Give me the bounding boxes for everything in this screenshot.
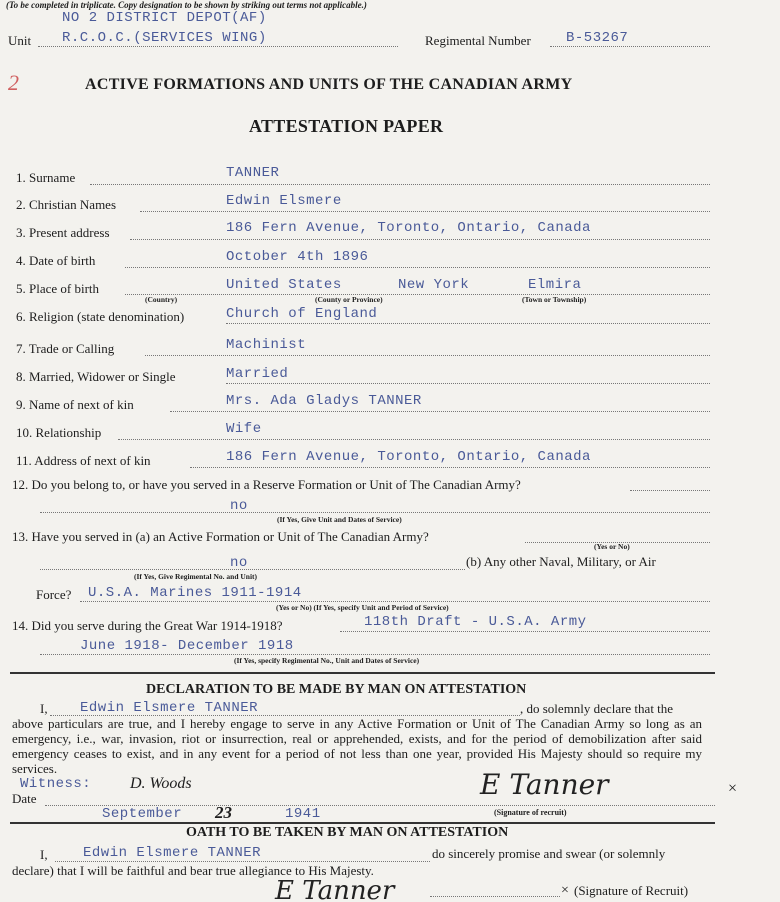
section-rule [10, 822, 715, 824]
province-caption: (County or Province) [315, 295, 383, 304]
surname-value: TANNER [226, 165, 280, 181]
recruit-signature: E Tanner [480, 768, 609, 801]
dotted-line [90, 184, 710, 185]
date-label: Date [12, 791, 37, 806]
declaration-text-first: , do solemnly declare that the [520, 701, 674, 716]
religion-value: Church of England [226, 306, 378, 322]
next-of-kin-value: Mrs. Ada Gladys TANNER [226, 393, 422, 409]
field-label: 8. Married, Widower or Single [16, 369, 176, 384]
force-label: Force? [36, 587, 72, 602]
q14-value1: 118th Draft - U.S.A. Army [364, 614, 587, 630]
christian-names-value: Edwin Elsmere [226, 193, 342, 209]
dotted-line [55, 861, 430, 862]
unit-label: Unit [8, 33, 32, 48]
dotted-line [140, 211, 710, 212]
q13b-value: U.S.A. Marines 1911-1914 [88, 585, 302, 601]
dotted-line [40, 569, 465, 570]
oath-heading: OATH TO BE TAKEN BY MAN ON ATTESTATION [186, 825, 509, 840]
date-of-birth-value: October 4th 1896 [226, 249, 369, 265]
present-address-value: 186 Fern Avenue, Toronto, Ontario, Canada [226, 220, 591, 236]
regimental-label: Regimental Number [425, 33, 531, 48]
q14-value2: June 1918- December 1918 [80, 638, 294, 654]
regimental-dotted-line [550, 46, 710, 47]
marital-status-value: Married [226, 366, 289, 382]
unit-line1: NO 2 DISTRICT DEPOT(AF) [62, 10, 267, 26]
q12-label: 12. Do you belong to, or have you served in a Reserve Formation or Unit of The Canadian Army? [12, 477, 521, 492]
q14-label: 14. Did you serve during the Great War 1914-1918? [12, 618, 283, 633]
field-label: 7. Trade or Calling [16, 341, 115, 356]
next-of-kin-address-value: 186 Fern Avenue, Toronto, Ontario, Canada [226, 449, 591, 465]
regimental-number: B-53267 [566, 30, 629, 46]
birth-country-value: United States [226, 277, 342, 293]
dotted-line [40, 512, 710, 513]
field-label: 9. Name of next of kin [16, 397, 134, 412]
date-month: September [102, 806, 183, 822]
declaration-text: above particulars are true, and I hereby engage to serve in any Active Formation or Unit of The Canadian Army so long as an emergency, i.e., war, invasion, riot or insurrection, real or apprehended, exists, and for the period of demobilization after said emergency ceases to exist, and in any event for a period of not less than one year, provided His Majesty should so require my services. [12, 716, 702, 776]
main-title: ACTIVE FORMATIONS AND UNITS OF THE CANADIAN ARMY [85, 76, 573, 93]
oath-text1: do sincerely promise and swear (or solemnly [432, 846, 666, 861]
unit-line2: R.C.O.C.(SERVICES WING) [62, 30, 267, 46]
q13-yes-no-caption: (Yes or No) [594, 542, 630, 551]
dotted-line [630, 490, 710, 491]
oath-name: Edwin Elsmere TANNER [83, 845, 262, 861]
dotted-line [125, 267, 710, 268]
town-caption: (Town or Township) [522, 295, 587, 304]
oath-signature-caption: (Signature of Recruit) [574, 883, 689, 898]
dotted-line [125, 294, 710, 295]
dotted-line [80, 601, 710, 602]
unit-dotted-line [38, 46, 398, 47]
instruction: (To be completed in triplicate. Copy designation to be shown by striking out terms not applicable.) [6, 0, 367, 10]
field-label: 1. Surname [16, 170, 76, 185]
relationship-value: Wife [226, 421, 262, 437]
q12-caption: (If Yes, Give Unit and Dates of Service) [277, 515, 402, 524]
dotted-line [340, 631, 710, 632]
field-label: 2. Christian Names [16, 197, 117, 212]
declaration-i: I, [40, 701, 48, 716]
signature-caption: (Signature of recruit) [494, 808, 567, 817]
date-year: 1941 [285, 806, 321, 822]
oath-x-mark: × [561, 883, 569, 898]
section-rule [10, 672, 715, 674]
trade-value: Machinist [226, 337, 307, 353]
field-label: 11. Address of next of kin [16, 453, 151, 468]
birth-town-value: Elmira [528, 277, 582, 293]
dotted-line [170, 411, 710, 412]
witness-label: Witness: [20, 776, 92, 792]
birth-province-value: New York [398, 277, 470, 293]
dotted-line [40, 654, 710, 655]
dotted-line [118, 439, 710, 440]
dotted-line [190, 467, 710, 468]
declaration-heading: DECLARATION TO BE MADE BY MAN ON ATTESTATION [146, 682, 527, 697]
q14-caption: (If Yes, specify Regimental No., Unit and Dates of Service) [234, 656, 420, 665]
q12-value: no [230, 498, 248, 514]
margin-mark: 2 [8, 70, 19, 95]
dotted-line [226, 323, 710, 324]
witness-signature: D. Woods [130, 775, 192, 792]
field-label: 5. Place of birth [16, 281, 100, 296]
oath-signature: E Tanner [275, 876, 395, 902]
field-label: 4. Date of birth [16, 253, 96, 268]
field-label: 3. Present address [16, 225, 110, 240]
declaration-name: Edwin Elsmere TANNER [80, 700, 259, 716]
dotted-line [226, 383, 710, 384]
q13a-caption: (If Yes, Give Regimental No. and Unit) [134, 572, 258, 581]
country-caption: (Country) [145, 295, 178, 304]
field-label: 6. Religion (state denomination) [16, 309, 185, 324]
q13a-value: no [230, 555, 248, 571]
x-mark: × [728, 780, 738, 797]
oath-i: I, [40, 847, 48, 862]
dotted-line [430, 896, 560, 897]
date-day: 23 [215, 803, 232, 822]
dotted-line [145, 355, 710, 356]
q13-label: 13. Have you served in (a) an Active Formation or Unit of The Canadian Army? [12, 529, 429, 544]
q13b-label: (b) Any other Naval, Military, or Air [466, 554, 656, 569]
dotted-line [130, 239, 710, 240]
q13b-caption: (Yes or No) (If Yes, specify Unit and Period of Service) [276, 603, 449, 612]
field-label: 10. Relationship [16, 425, 102, 440]
oath-text2: declare) that I will be faithful and bear true allegiance to His Majesty. [12, 863, 374, 878]
sub-title: ATTESTATION PAPER [249, 116, 444, 136]
